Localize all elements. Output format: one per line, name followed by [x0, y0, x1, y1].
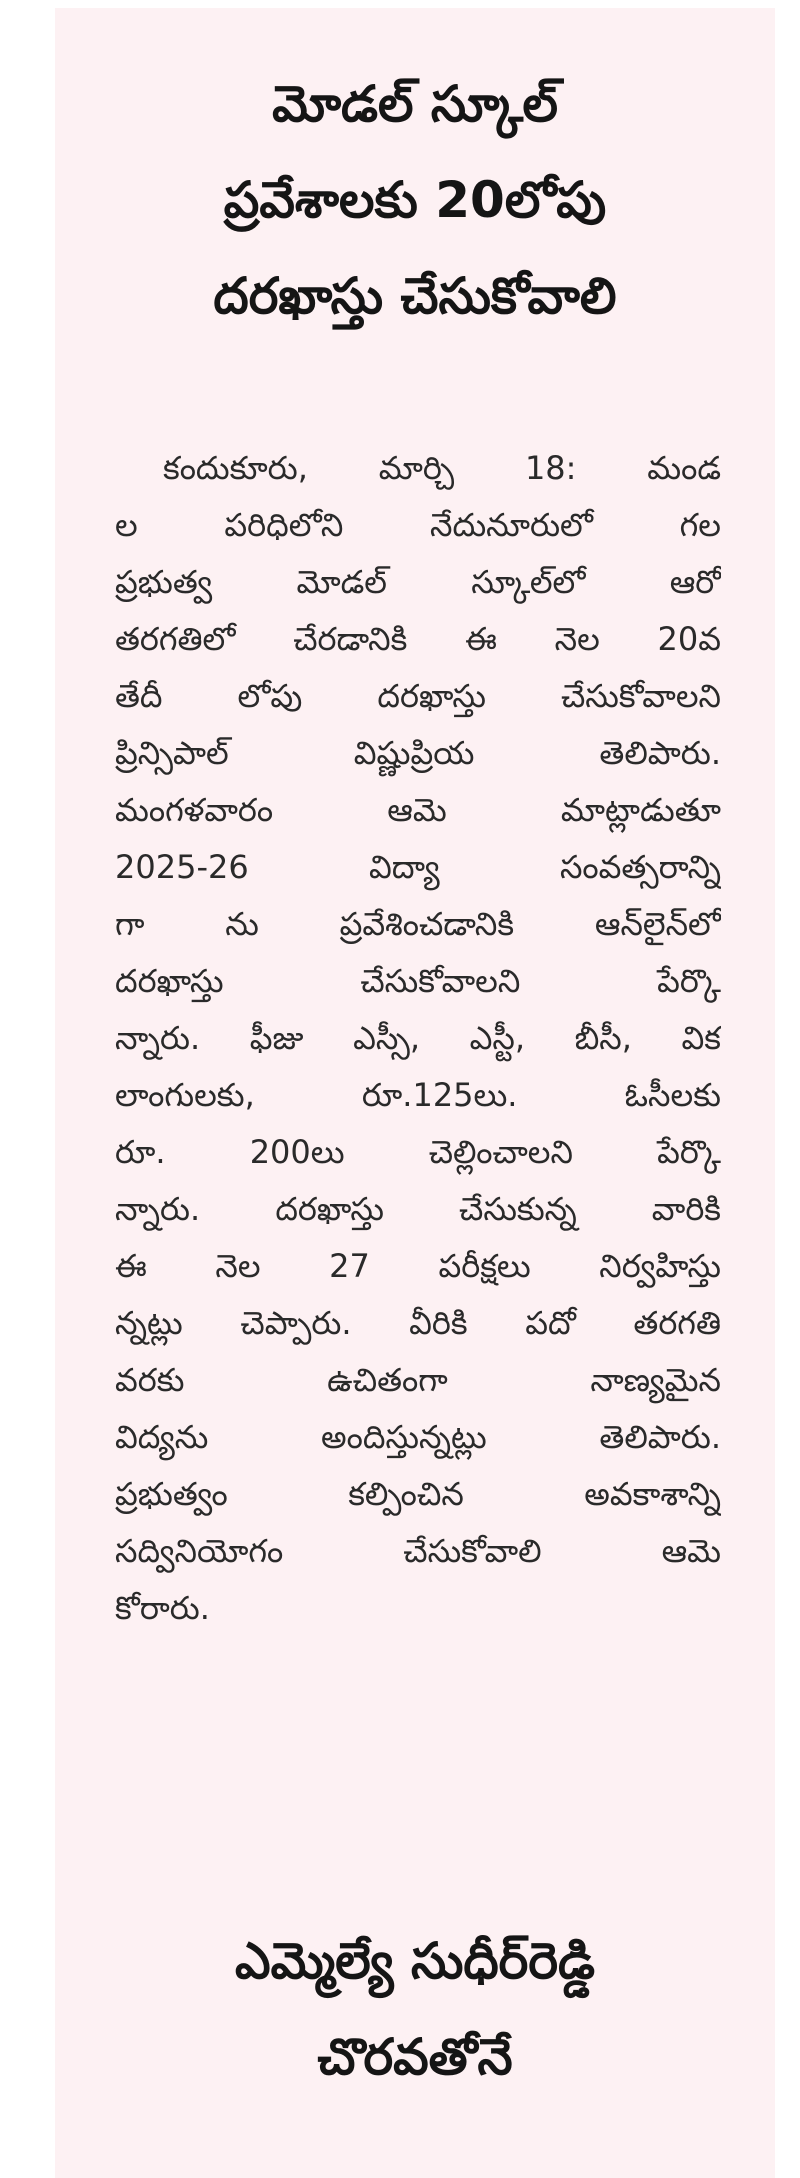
body-line: రూ. 200లు చెల్లించాలని పేర్కొ [115, 1133, 721, 1171]
body-line: తరగతిలో చేరడానికి ఈ నెల 20వ [115, 620, 721, 658]
body-line: 2025-26 విద్యా సంవత్సరాన్ని [115, 848, 721, 886]
article-body [115, 440, 721, 1637]
body-line: విద్యను అందిస్తున్నట్లు తెలిపారు. [115, 1418, 721, 1456]
body-line: ఈ నెల 27 పరీక్షలు నిర్వహిస్తు [115, 1247, 721, 1285]
body-line: గా ను ప్రవేశించడానికి ఆన్‌లైన్‌లో [115, 905, 721, 943]
body-line: వరకు ఉచితంగా నాణ్యమైన [115, 1361, 721, 1399]
headline-line-2: ప్రవేశాలకు 20లోపు [223, 171, 607, 229]
body-line: న్నారు. ఫీజు ఎస్సీ, ఎస్టీ, బీసీ, విక [115, 1019, 721, 1057]
cut-off-text-fragment [223, 2164, 373, 2178]
body-line: తేదీ లోపు దరఖాస్తు చేసుకోవాలని [115, 677, 721, 715]
body-line: ప్రిన్సిపాల్ విష్ణుప్రియ తెలిపారు. [115, 734, 721, 772]
body-line: ల పరిధిలోని నేదునూరులో గల [115, 506, 721, 544]
headline-line-1: మోడల్ స్కూల్ [272, 75, 558, 133]
body-line: కందుకూరు, మార్చి 18: మండ [163, 449, 721, 487]
next-headline-line-2: చొరవతోనే [317, 2028, 513, 2086]
next-article-headline [55, 1913, 775, 2105]
headline-line-3: దరఖాస్తు చేసుకోవాలి [213, 267, 617, 325]
body-line: ప్రభుత్వం కల్పించిన అవకాశాన్ని [115, 1475, 721, 1513]
body-line: లాంగులకు, రూ.125లు. ఓసీలకు [115, 1076, 721, 1114]
article-headline [55, 56, 775, 344]
body-line: కోరారు. [115, 1589, 210, 1627]
next-headline-line-1: ఎమ్మెల్యే సుధీర్‌రెడ్డి [235, 1932, 595, 1990]
newspaper-clipping [55, 8, 775, 2178]
body-line: న్నారు. దరఖాస్తు చేసుకున్న వారికి [115, 1190, 721, 1228]
body-line: మంగళవారం ఆమె మాట్లాడుతూ [115, 791, 721, 829]
body-line: సద్వినియోగం చేసుకోవాలి ఆమె [115, 1532, 721, 1570]
body-line: ప్రభుత్వ మోడల్ స్కూల్‌లో ఆరో [115, 563, 721, 601]
body-line: న్నట్లు చెప్పారు. వీరికి పదో తరగతి [115, 1304, 721, 1342]
body-line: దరఖాస్తు చేసుకోవాలని పేర్కొ [115, 962, 721, 1000]
